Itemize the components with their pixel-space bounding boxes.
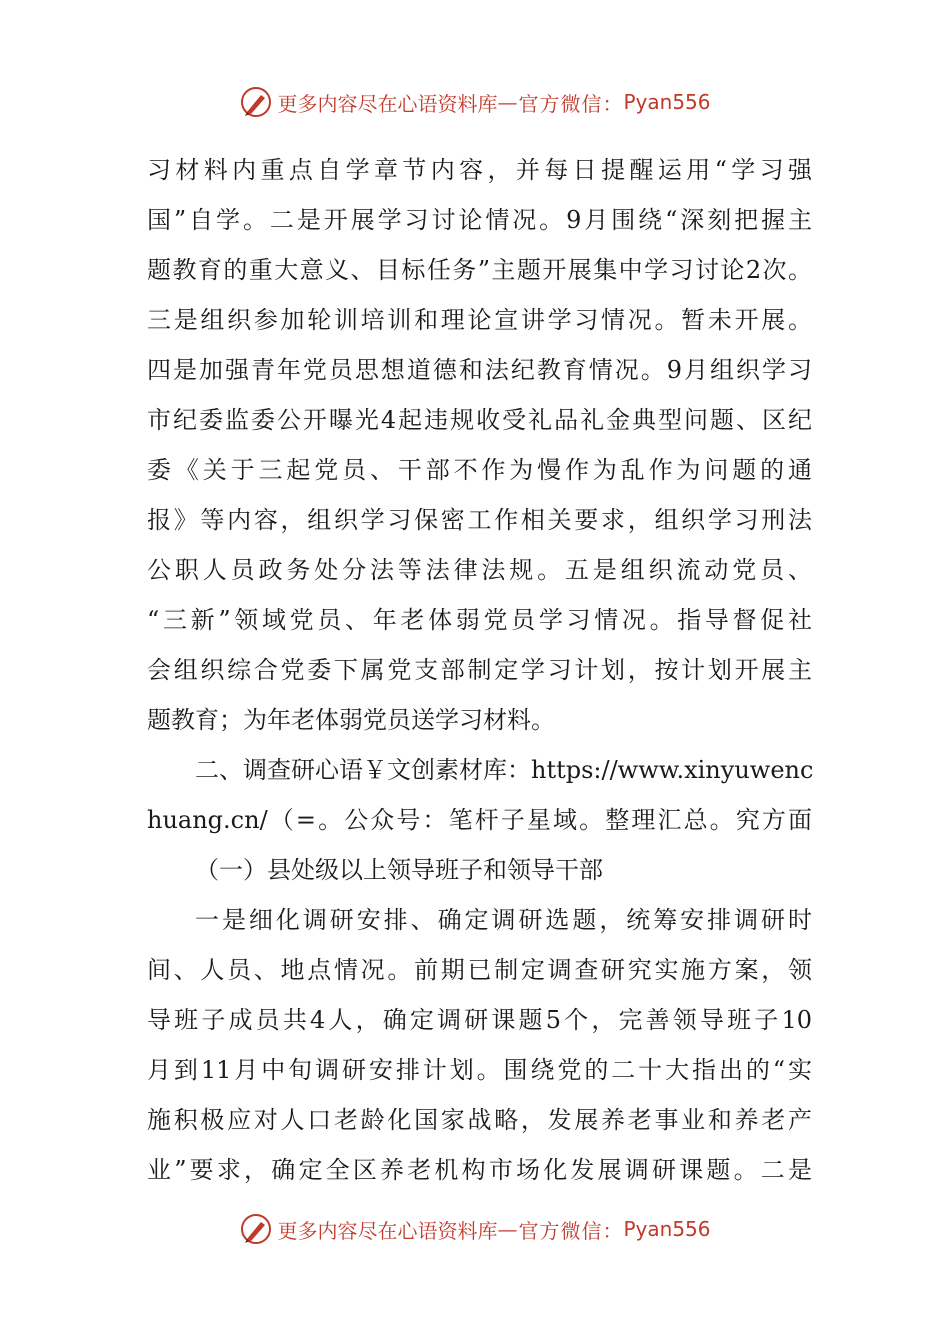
text-line: 题教育；为年老体弱党员送学习材料。 [147, 706, 555, 734]
text-line: 公职人员政务处分法等法律法规。五是组织流动党员、 [147, 556, 812, 584]
text-line: 一是细化调研安排、确定调研选题，统筹安排调研时 [195, 906, 812, 934]
text-line: 间、人员、地点情况。前期已制定调查研究实施方案，领 [147, 956, 812, 984]
text-line: 习材料内重点自学章节内容，并每日提醒运用“学习强 [147, 156, 812, 184]
text-line: huang.cn/（=。公众号：笔杆子星域。整理汇总。究方面 [147, 806, 812, 834]
banner-official-label: 官方微信： [518, 91, 624, 116]
text-line: 会组织综合党委下属党支部制定学习计划，按计划开展主 [147, 656, 812, 684]
text-line: 三是组织参加轮训培训和理论宣讲学习情况。暂未开展。 [147, 306, 812, 334]
banner-dash: — [497, 90, 519, 114]
text-line: 四是加强青年党员思想道德和法纪教育情况。9月组织学习 [147, 356, 812, 384]
text-line: 市纪委监委公开曝光4起违规收受礼品礼金典型问题、区纪 [147, 406, 812, 434]
document-body [147, 145, 812, 1195]
text-line: 国”自学。二是开展学习讨论情况。9月围绕“深刻把握主 [147, 206, 812, 234]
text-line: 施积极应对人口老龄化国家战略，发展养老事业和养老产 [147, 1106, 812, 1134]
text-line: “三新”领域党员、年老体弱党员学习情况。指导督促社 [147, 606, 812, 634]
subsection-heading: （一）县处级以上领导班子和领导干部 [195, 856, 603, 884]
pen-logo-icon [239, 1212, 273, 1246]
header-watermark-banner [0, 82, 950, 122]
banner-wechat-handle: Pyan556 [623, 1217, 711, 1241]
pen-logo-icon [239, 85, 273, 119]
banner-brand-text: 更多内容尽在心语资料库 [277, 91, 498, 116]
banner-official-label: 官方微信： [518, 1218, 624, 1243]
text-line: 报》等内容，组织学习保密工作相关要求，组织学习刑法 [147, 506, 812, 534]
text-line: 导班子成员共4人，确定调研课题5个，完善领导班子10 [147, 1006, 812, 1034]
text-line: 题教育的重大意义、目标任务”主题开展集中学习讨论2次。 [147, 256, 812, 284]
text-line: 月到11月中旬调研安排计划。围绕党的二十大指出的“实 [147, 1056, 812, 1084]
banner-wechat-handle: Pyan556 [623, 90, 711, 114]
banner-brand-text: 更多内容尽在心语资料库 [277, 1218, 498, 1243]
section-heading-line: 二、调查研心语￥文创素材库：https://www.xinyuwenc [195, 756, 814, 784]
text-line: 委《关于三起党员、干部不作为慢作为乱作为问题的通 [147, 456, 812, 484]
text-line: 业”要求，确定全区养老机构市场化发展调研课题。二是 [147, 1156, 812, 1184]
banner-dash: — [497, 1217, 519, 1241]
footer-watermark-banner [0, 1209, 950, 1249]
